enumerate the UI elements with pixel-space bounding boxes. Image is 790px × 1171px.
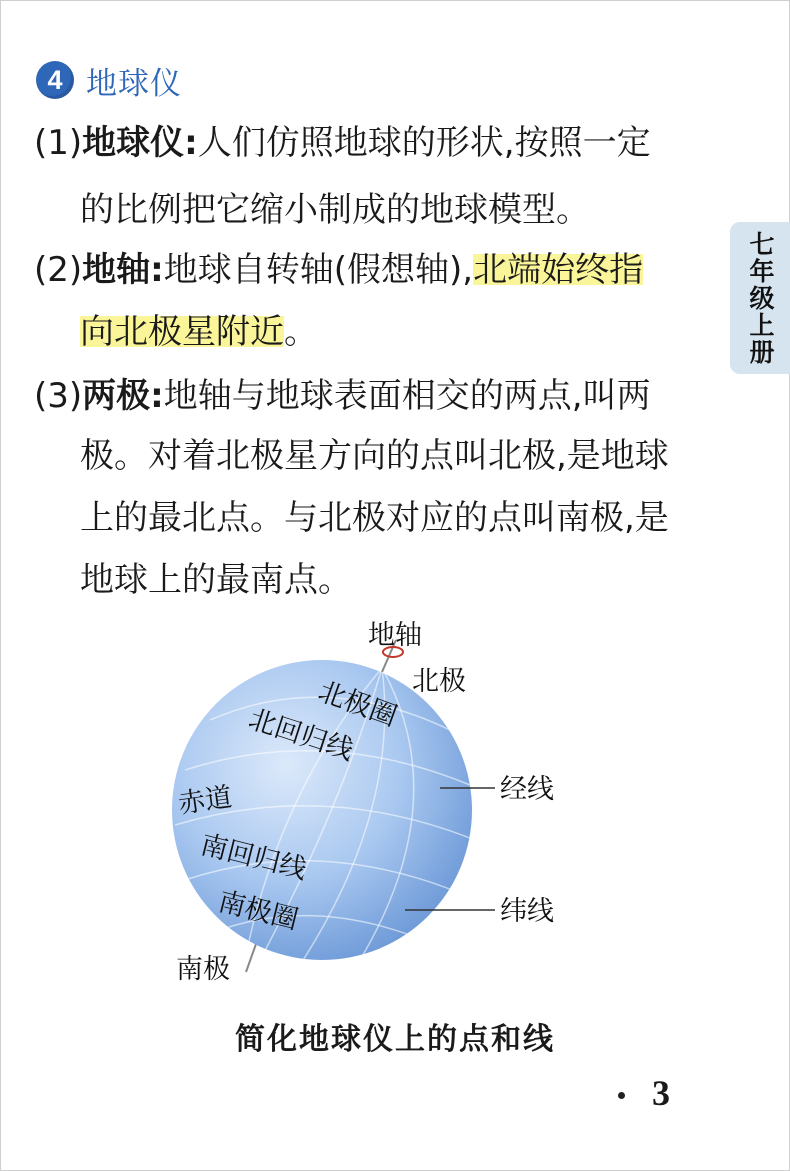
label-antarctic-circle: 南极圈 bbox=[215, 886, 302, 936]
label-north-pole: 北极 bbox=[412, 666, 466, 697]
section-heading bbox=[36, 58, 182, 102]
item-1-label: 地球仪 bbox=[82, 123, 185, 163]
page-number: 3 bbox=[652, 1073, 670, 1113]
figure-caption: 简化地球仪上的点和线 bbox=[235, 1022, 555, 1057]
item-3-index: (3) bbox=[34, 376, 83, 416]
grade-side-tab bbox=[730, 222, 790, 374]
item-3-line-1 bbox=[34, 374, 651, 418]
item-3-colon: : bbox=[150, 376, 164, 416]
item-1-line-2 bbox=[80, 188, 590, 232]
page-number-dot bbox=[618, 1092, 625, 1099]
item-2-index: (2) bbox=[34, 250, 83, 290]
label-tropic-of-capricorn: 南回归线 bbox=[197, 829, 310, 886]
item-3-label: 两极 bbox=[82, 376, 151, 416]
label-tropic-of-cancer: 北回归线 bbox=[244, 703, 358, 767]
item-3-text-1: 地轴与地球表面相交的两点,叫两 bbox=[163, 376, 651, 416]
section-number-badge: 4 bbox=[36, 61, 74, 99]
label-axis: 地轴 bbox=[368, 620, 422, 651]
item-3-line-2 bbox=[80, 434, 669, 478]
label-parallel: 纬线 bbox=[500, 896, 554, 927]
grade-side-tab-label: 七年级上册 bbox=[746, 230, 775, 366]
item-1-line-1 bbox=[34, 121, 651, 165]
item-1-colon: : bbox=[184, 123, 198, 163]
label-meridian: 经线 bbox=[500, 774, 554, 805]
section-title: 地球仪 bbox=[86, 65, 182, 102]
item-3-text-2: 极。对着北极星方向的点叫北极,是地球 bbox=[80, 436, 669, 476]
label-south-pole: 南极 bbox=[176, 954, 230, 985]
item-1-text-2: 的比例把它缩小制成的地球模型。 bbox=[80, 190, 590, 230]
item-2-colon: : bbox=[150, 250, 164, 290]
item-3-line-4 bbox=[80, 558, 352, 602]
item-2-highlight-1: 北端始终指 bbox=[473, 250, 644, 290]
item-3-text-4: 地球上的最南点。 bbox=[80, 560, 352, 600]
item-1-text-1: 人们仿照地球的形状,按照一定 bbox=[197, 123, 651, 163]
item-3-line-3 bbox=[80, 496, 669, 540]
item-2-text-1: 地球自转轴(假想轴), bbox=[163, 250, 474, 290]
item-2-text-2: 。 bbox=[284, 312, 318, 352]
label-arctic-circle: 北极圈 bbox=[314, 675, 401, 733]
axis-bottom-line bbox=[246, 944, 256, 972]
item-2-line-2 bbox=[80, 310, 318, 354]
globe-diagram bbox=[150, 610, 610, 1014]
item-3-text-3: 上的最北点。与北极对应的点叫南极,是 bbox=[80, 498, 669, 538]
item-1-index: (1) bbox=[34, 123, 83, 163]
globe-svg bbox=[150, 610, 610, 1010]
item-2-label: 地轴 bbox=[82, 250, 151, 290]
item-2-line-1 bbox=[34, 248, 643, 292]
item-2-highlight-2: 向北极星附近 bbox=[80, 312, 284, 352]
label-equator: 赤道 bbox=[176, 781, 235, 820]
